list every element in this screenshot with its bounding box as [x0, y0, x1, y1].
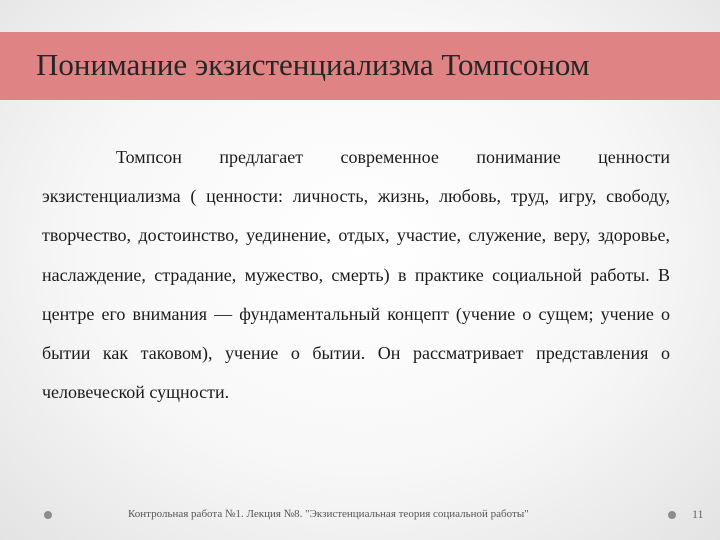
slide-title: Понимание экзистенциализма Томпсоном	[36, 47, 590, 82]
footer-bullet-dot-left	[44, 511, 52, 519]
slide-footer	[0, 498, 720, 534]
slide-number: 11	[692, 507, 704, 521]
slide-body-text: Томпсон предлагает современное понимание ценности экзистенциализма ( ценности: личность, жизнь, любовь, труд, игру, свободу, творчество, достоинство, уединение, отдых, участие, служение, веру, здоровье, наслаждение, страдание, мужество, смерть) в практике социальной работы. В центре его внимания — фундаментальный концепт (учение о сущем; учение о бытии как таковом), учение о бытии. Он рассматривает представления о человеческой сущности.	[42, 147, 670, 403]
title-bar	[0, 32, 720, 100]
footer-bullet-dot-right	[668, 511, 676, 519]
footer-text: Контрольная работа №1. Лекция №8. "Экзистенциальная теория социальной работы"	[128, 508, 529, 520]
